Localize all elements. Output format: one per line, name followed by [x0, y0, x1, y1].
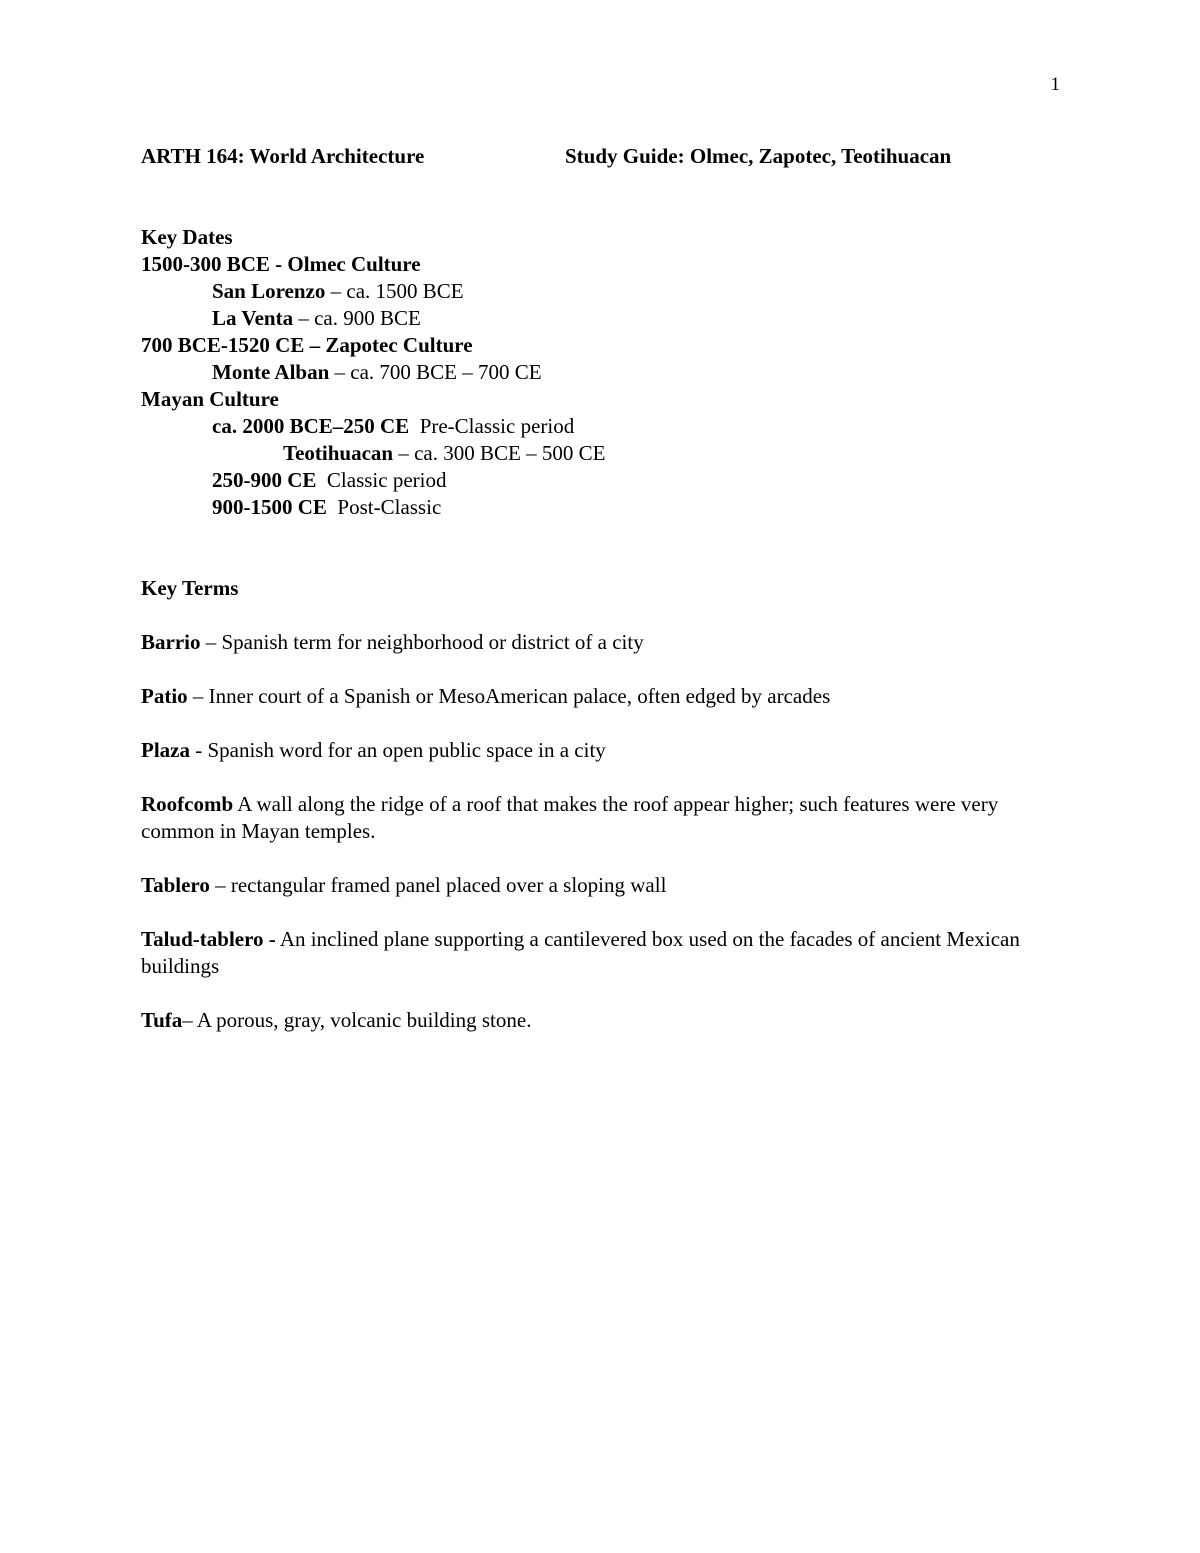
term-name: Patio: [141, 684, 188, 708]
period-date: 900-1500 CE: [212, 495, 327, 519]
period-entry: [141, 467, 1071, 494]
term-entry: [141, 629, 1071, 656]
term-name: Barrio: [141, 630, 201, 654]
site-date: – ca. 900 BCE: [293, 306, 421, 330]
term-entry: [141, 737, 1071, 764]
term-entry: [141, 791, 1071, 845]
term-entry: [141, 926, 1071, 980]
term-name: Talud-tablero -: [141, 927, 276, 951]
period-date: ca. 2000 BCE–250 CE: [212, 414, 410, 438]
term-definition: A wall along the ridge of a roof that makes the roof appear higher; such features were very common in Mayan temples.: [141, 792, 999, 843]
site-date: – ca. 300 BCE – 500 CE: [393, 441, 606, 465]
term-definition: – A porous, gray, volcanic building stone.: [182, 1008, 532, 1032]
term-name: Tufa: [141, 1008, 183, 1032]
site-name: Monte Alban: [212, 360, 330, 384]
period-entry: [141, 494, 1071, 521]
period-date: 250-900 CE: [212, 468, 317, 492]
key-terms-section: [141, 575, 1071, 1061]
site-name: San Lorenzo: [212, 279, 326, 303]
term-name: Roofcomb: [141, 792, 234, 816]
date-entry: [141, 440, 1071, 467]
course-title: ARTH 164: World Architecture: [141, 144, 425, 168]
mayan-culture-title: Mayan Culture: [141, 387, 279, 411]
key-dates-heading: Key Dates: [141, 225, 233, 249]
term-entry: [141, 1007, 1071, 1034]
term-name: Tablero: [141, 873, 210, 897]
term-entry: [141, 683, 1071, 710]
site-date: – ca. 1500 BCE: [325, 279, 464, 303]
site-date: – ca. 700 BCE – 700 CE: [329, 360, 542, 384]
date-entry: [141, 305, 1071, 332]
term-definition: – rectangular framed panel placed over a sloping wall: [209, 873, 667, 897]
term-definition: – Inner court of a Spanish or MesoAmerican palace, often edged by arcades: [187, 684, 831, 708]
site-name: La Venta: [212, 306, 294, 330]
page-number: 1: [1050, 74, 1060, 95]
period-entry: [141, 413, 1071, 440]
date-entry: [141, 359, 1071, 386]
period-label: Post-Classic: [326, 495, 442, 519]
term-definition: An inclined plane supporting a cantilevered box used on the facades of ancient Mexican buildings: [141, 927, 1020, 978]
date-entry: [141, 278, 1071, 305]
term-entry: [141, 872, 1071, 899]
olmec-culture-title: 1500-300 BCE - Olmec Culture: [141, 252, 421, 276]
zapotec-culture-title: 700 BCE-1520 CE – Zapotec Culture: [141, 333, 473, 357]
study-guide-title: Study Guide: Olmec, Zapotec, Teotihuacan: [565, 144, 952, 168]
term-definition: - Spanish word for an open public space in a city: [189, 738, 606, 762]
key-dates-section: [141, 224, 1071, 521]
site-name: Teotihuacan: [283, 441, 394, 465]
key-terms-heading: Key Terms: [141, 576, 239, 600]
period-label: Classic period: [316, 468, 447, 492]
period-label: Pre-Classic period: [409, 414, 575, 438]
term-definition: – Spanish term for neighborhood or district of a city: [200, 630, 644, 654]
term-name: Plaza: [141, 738, 190, 762]
